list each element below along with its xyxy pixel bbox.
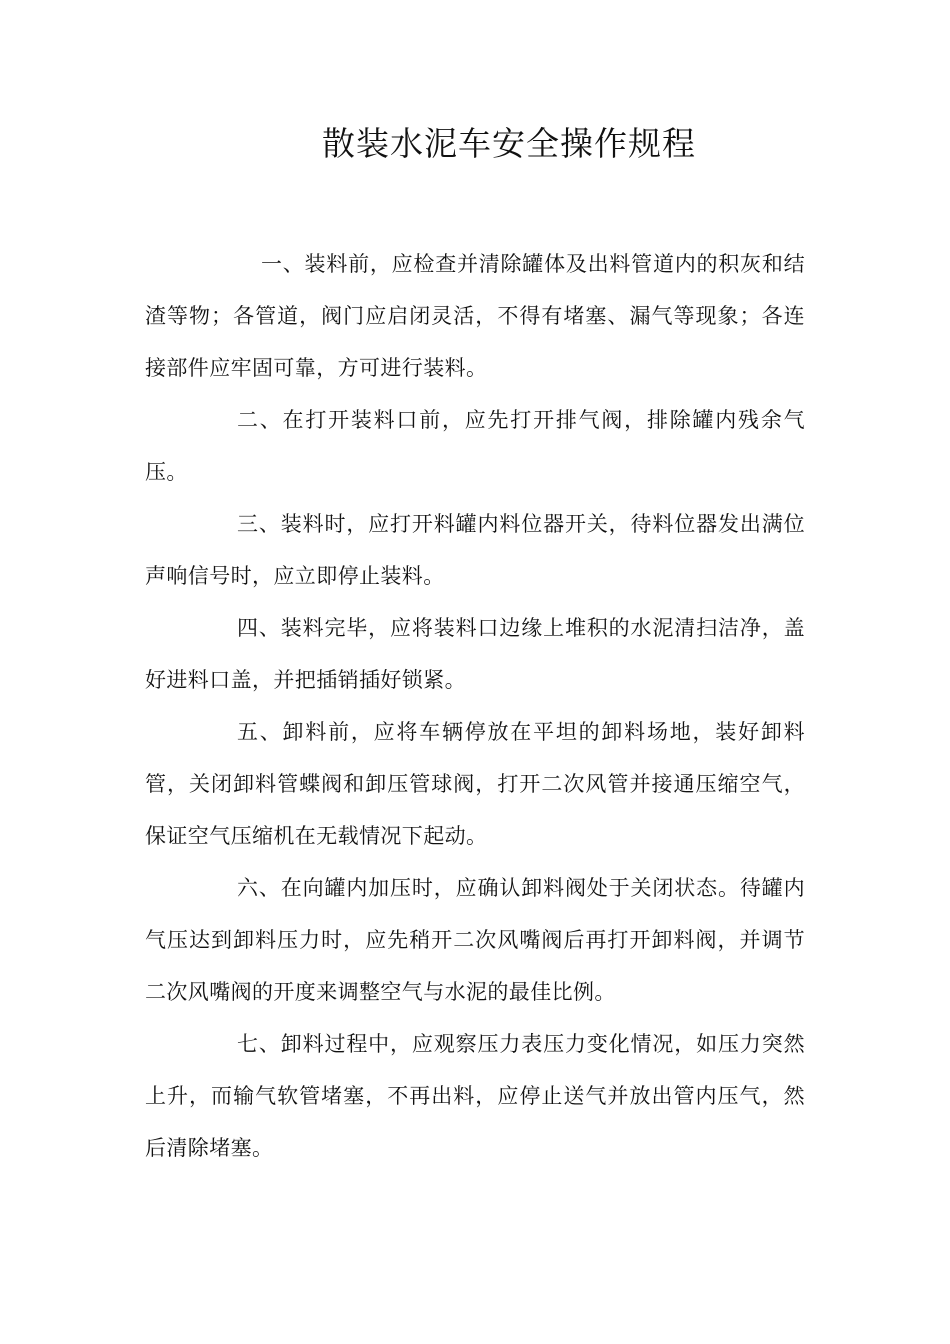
document-title: 散装水泥车安全操作规程 <box>322 124 696 163</box>
paragraph-3: 三、装料时，应打开料罐内料位器开关，待料位器发出满位声响信号时，应立即停止装料。 <box>145 512 805 588</box>
document-body <box>145 238 805 1174</box>
paragraph-4: 四、装料完毕，应将装料口边缘上堆积的水泥清扫洁净，盖好进料口盖，并把插销插好锁紧。 <box>145 616 805 692</box>
paragraph-6: 六、在向罐内加压时，应确认卸料阀处于关闭状态。待罐内气压达到卸料压力时，应先稍开二次风嘴阀后再打开卸料阀，并调节二次风嘴阀的开度来调整空气与水泥的最佳比例。 <box>145 876 805 1004</box>
paragraph-7: 七、卸料过程中，应观察压力表压力变化情况，如压力突然上升，而输气软管堵塞，不再出料，应停止送气并放出管内压气，然后清除堵塞。 <box>145 1032 805 1160</box>
paragraph-2: 二、在打开装料口前，应先打开排气阀，排除罐内残余气压。 <box>145 408 805 484</box>
paragraph-5: 五、卸料前，应将车辆停放在平坦的卸料场地，装好卸料管，关闭卸料管蝶阀和卸压管球阀，打开二次风管并接通压缩空气，保证空气压缩机在无载情况下起动。 <box>145 720 805 848</box>
paragraph-1: 一、装料前，应检查并清除罐体及出料管道内的积灰和结渣等物；各管道，阀门应启闭灵活，不得有堵塞、漏气等现象；各连接部件应牢固可靠，方可进行装料。 <box>145 252 805 380</box>
